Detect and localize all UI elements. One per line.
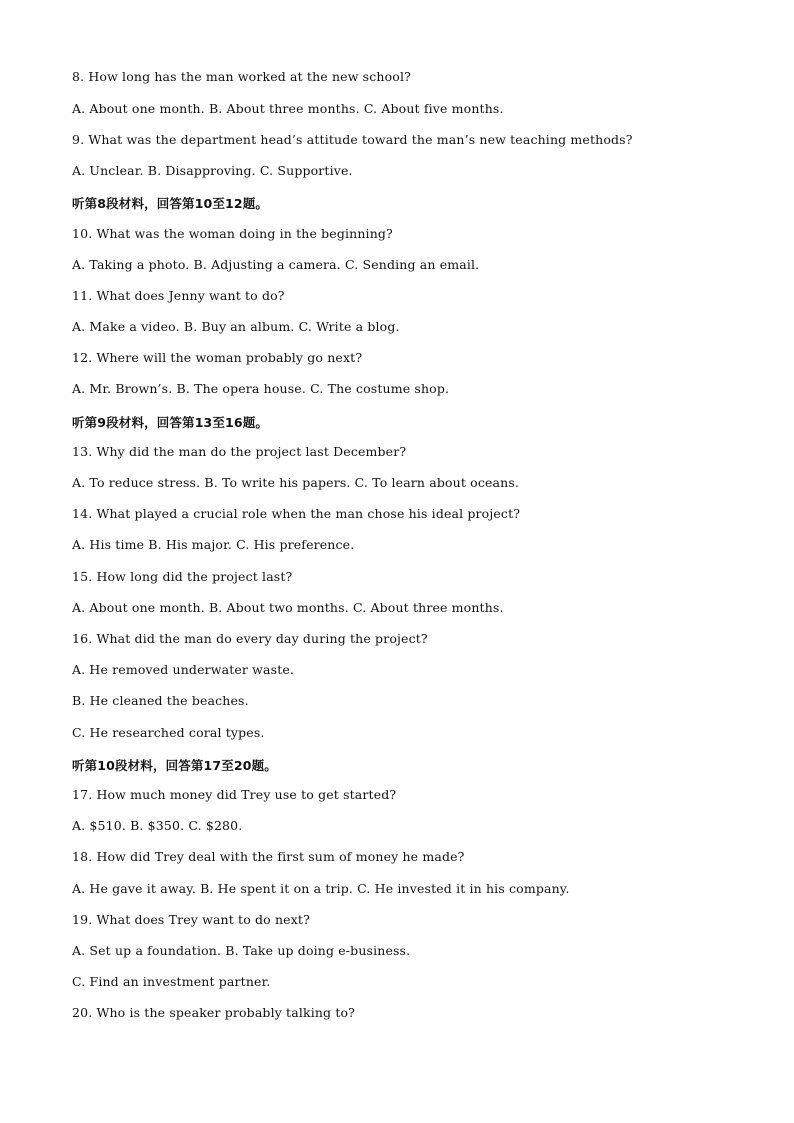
question-12: 12. Where will the woman probably go next?: [72, 350, 363, 365]
section-heading-10: 听第10段材料，回答第17至20题。: [72, 758, 277, 773]
question-16-option-c: C. He researched coral types.: [72, 725, 265, 740]
question-17-options: A. $510. B. $350. C. $280.: [72, 818, 243, 833]
question-16: 16. What did the man do every day during the project?: [72, 631, 428, 646]
question-9-options: A. Unclear. B. Disapproving. C. Supportive.: [72, 163, 353, 178]
question-13-options: A. To reduce stress. B. To write his papers. C. To learn about oceans.: [72, 475, 520, 490]
section-heading-8: 听第8段材料，回答第10至12题。: [72, 196, 269, 211]
question-16-option-b: B. He cleaned the beaches.: [72, 693, 249, 708]
question-10-options: A. Taking a photo. B. Adjusting a camera. C. Sending an email.: [72, 257, 480, 272]
question-14: 14. What played a crucial role when the man chose his ideal project?: [72, 506, 521, 521]
question-8: 8. How long has the man worked at the new school?: [72, 69, 411, 84]
question-11: 11. What does Jenny want to do?: [72, 288, 285, 303]
question-16-option-a: A. He removed underwater waste.: [72, 662, 295, 677]
question-15: 15. How long did the project last?: [72, 569, 293, 584]
question-18: 18. How did Trey deal with the first sum of money he made?: [72, 849, 465, 864]
question-19-option-c: C. Find an investment partner.: [72, 974, 271, 989]
question-11-options: A. Make a video. B. Buy an album. C. Write a blog.: [72, 319, 400, 334]
question-12-options: A. Mr. Brown’s. B. The opera house. C. The costume shop.: [72, 381, 450, 396]
question-19-options-ab: A. Set up a foundation. B. Take up doing e-business.: [72, 943, 411, 958]
question-15-options: A. About one month. B. About two months. C. About three months.: [72, 600, 504, 615]
question-20: 20. Who is the speaker probably talking to?: [72, 1005, 356, 1020]
question-8-options: A. About one month. B. About three months. C. About five months.: [72, 101, 504, 116]
question-17: 17. How much money did Trey use to get started?: [72, 787, 397, 802]
question-10: 10. What was the woman doing in the beginning?: [72, 226, 393, 241]
question-14-options: A. His time B. His major. C. His preference.: [72, 537, 355, 552]
question-9: 9. What was the department head’s attitude toward the man’s new teaching methods?: [72, 132, 633, 147]
question-18-options: A. He gave it away. B. He spent it on a trip. C. He invested it in his company.: [72, 881, 570, 896]
section-heading-9: 听第9段材料，回答第13至16题。: [72, 415, 269, 430]
question-19: 19. What does Trey want to do next?: [72, 912, 310, 927]
question-13: 13. Why did the man do the project last December?: [72, 444, 407, 459]
